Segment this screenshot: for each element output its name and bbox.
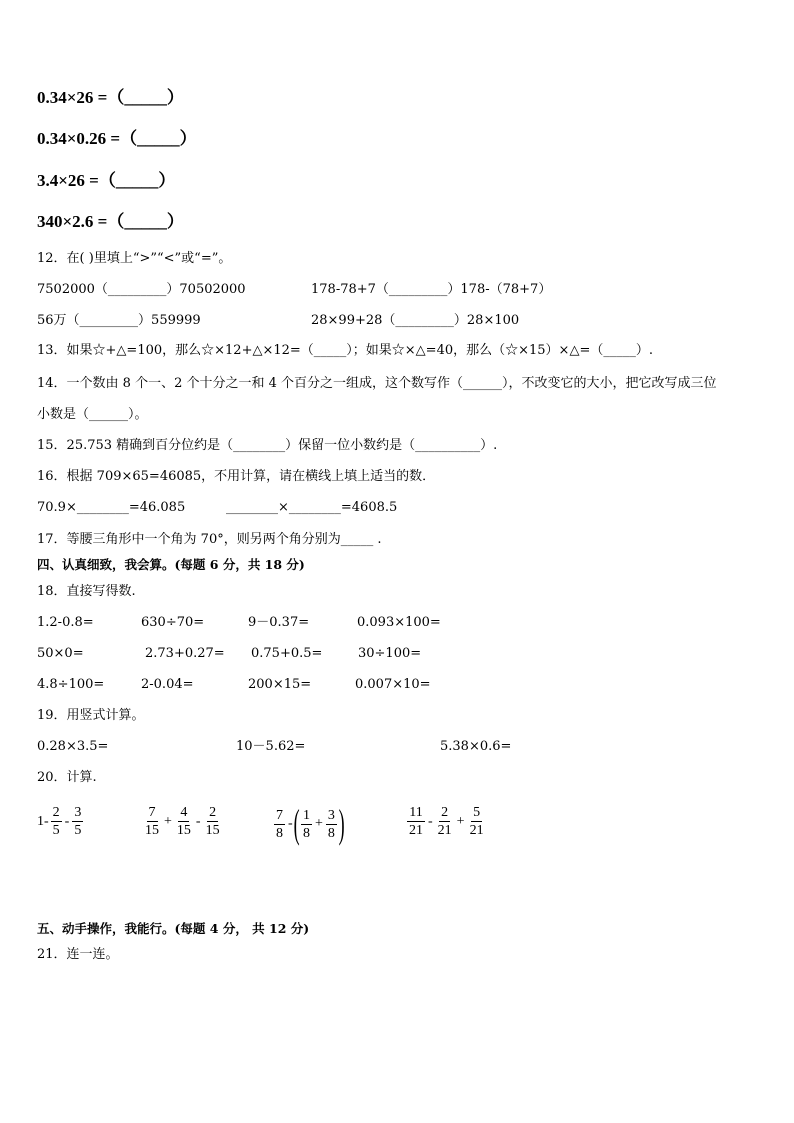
q16-left: 70.9×________=46.085: [37, 500, 186, 515]
q16-right: ________×________=4608.5: [226, 500, 398, 515]
fraction: $\frac{3}{8}$: [327, 807, 335, 841]
q14-line-1: 14．一个数由 8 个一、2 个十分之一和 4 个百分之一组成，这个数写作（______），不改变它的大小，把它改写成三位: [37, 376, 717, 391]
q13-text: 13．如果☆+△=100，那么☆×12+△×12=（_____）；如果☆×△=40，那么（☆×15）×△=（_____）.: [37, 343, 653, 358]
q21-text: 21．连一连。: [37, 947, 119, 962]
q18-r3c2: 2-0.04=: [141, 677, 194, 692]
q11-line-4: 340×2.6 =（_____）: [37, 212, 184, 231]
q17-text: 17．等腰三角形中一个角为 70°，则另两个角分别为_____ .: [37, 532, 382, 547]
q15-text: 15．25.753 精确到百分位约是（________）保留一位小数约是（__________）.: [37, 438, 498, 453]
q11-line-3: 3.4×26 =（_____）: [37, 171, 176, 190]
q16-title: 16．根据 709×65=46085，不用计算，请在横线上填上适当的数．: [37, 469, 436, 484]
fraction: $\frac{5}{21}$: [469, 805, 484, 838]
q18-r2c2: 2.73+0.27=: [145, 646, 225, 661]
left-paren: (: [293, 801, 300, 846]
right-paren: ): [338, 801, 345, 846]
fraction: 11 21: [409, 805, 423, 838]
fraction: 2 21: [437, 805, 452, 838]
q18-r2c4: 30÷100=: [358, 646, 422, 661]
section-4-heading: 四、认真细致，我会算。(每题 6 分，共 18 分): [37, 557, 305, 572]
operator: -: [428, 813, 433, 829]
q18-r3c3: 200×15=: [248, 677, 312, 692]
q18-r1c1: 1.2-0.8=: [37, 615, 94, 630]
q19-item-1: 0.28×3.5=: [37, 739, 109, 754]
q18-r1c3: 9－0.37=: [248, 615, 310, 630]
fraction: 2 15: [205, 805, 220, 838]
operator: +: [164, 813, 172, 829]
q20-expression-2: [141, 804, 224, 839]
operator: -: [288, 816, 293, 831]
q12-row2-left: 56万（_________）559999: [37, 313, 201, 328]
q12-row1-right: 178-78+7（_________）178-（78+7）: [311, 282, 552, 297]
q20-expression-1: [37, 804, 85, 839]
operator: +: [456, 813, 465, 829]
fraction: 3 5: [74, 805, 82, 838]
q18-r3c1: 4.8÷100=: [37, 677, 105, 692]
section-5-heading: 五、动手操作，我能行。(每题 4 分， 共 12 分): [37, 921, 310, 936]
lead-term: 1-: [37, 813, 49, 829]
q18-title: 18．直接写得数.: [37, 584, 136, 599]
operator: +: [315, 816, 323, 831]
q19-title: 19．用竖式计算。: [37, 708, 145, 723]
q12-row1-left: 7502000（_________）70502000: [37, 282, 246, 297]
q12-title: 12．在( )里填上“>”“<”或“=”。: [37, 251, 232, 266]
fraction: 2 5: [52, 805, 60, 838]
fraction: 1 8: [303, 807, 310, 841]
q20-title: 20．计算.: [37, 770, 97, 785]
operator: -: [195, 813, 201, 829]
fraction: 7 8: [276, 807, 283, 841]
q18-r2c3: 0.75+0.5=: [251, 646, 323, 661]
q20-expression-3: [272, 801, 345, 846]
q20-expression-4: [405, 804, 488, 839]
q19-item-2: 10－5.62=: [236, 739, 306, 754]
q18-r3c4: 0.007×10=: [355, 677, 431, 692]
operator: -: [64, 813, 70, 829]
q11-line-1: 0.34×26 =（_____）: [37, 88, 184, 107]
q19-item-3: 5.38×0.6=: [440, 739, 512, 754]
q18-r2c1: 50×0=: [37, 646, 84, 661]
q14-line-2: 小数是（______）。: [37, 407, 148, 422]
q18-r1c4: 0.093×100=: [357, 615, 441, 630]
q18-r1c2: 630÷70=: [141, 615, 205, 630]
q12-row2-right: 28×99+28（_________）28×100: [311, 313, 520, 328]
q11-line-2: 0.34×0.26 =（_____）: [37, 129, 197, 148]
fraction: 7 15: [145, 805, 159, 838]
fraction: $\frac{4}{15}$: [176, 805, 191, 838]
